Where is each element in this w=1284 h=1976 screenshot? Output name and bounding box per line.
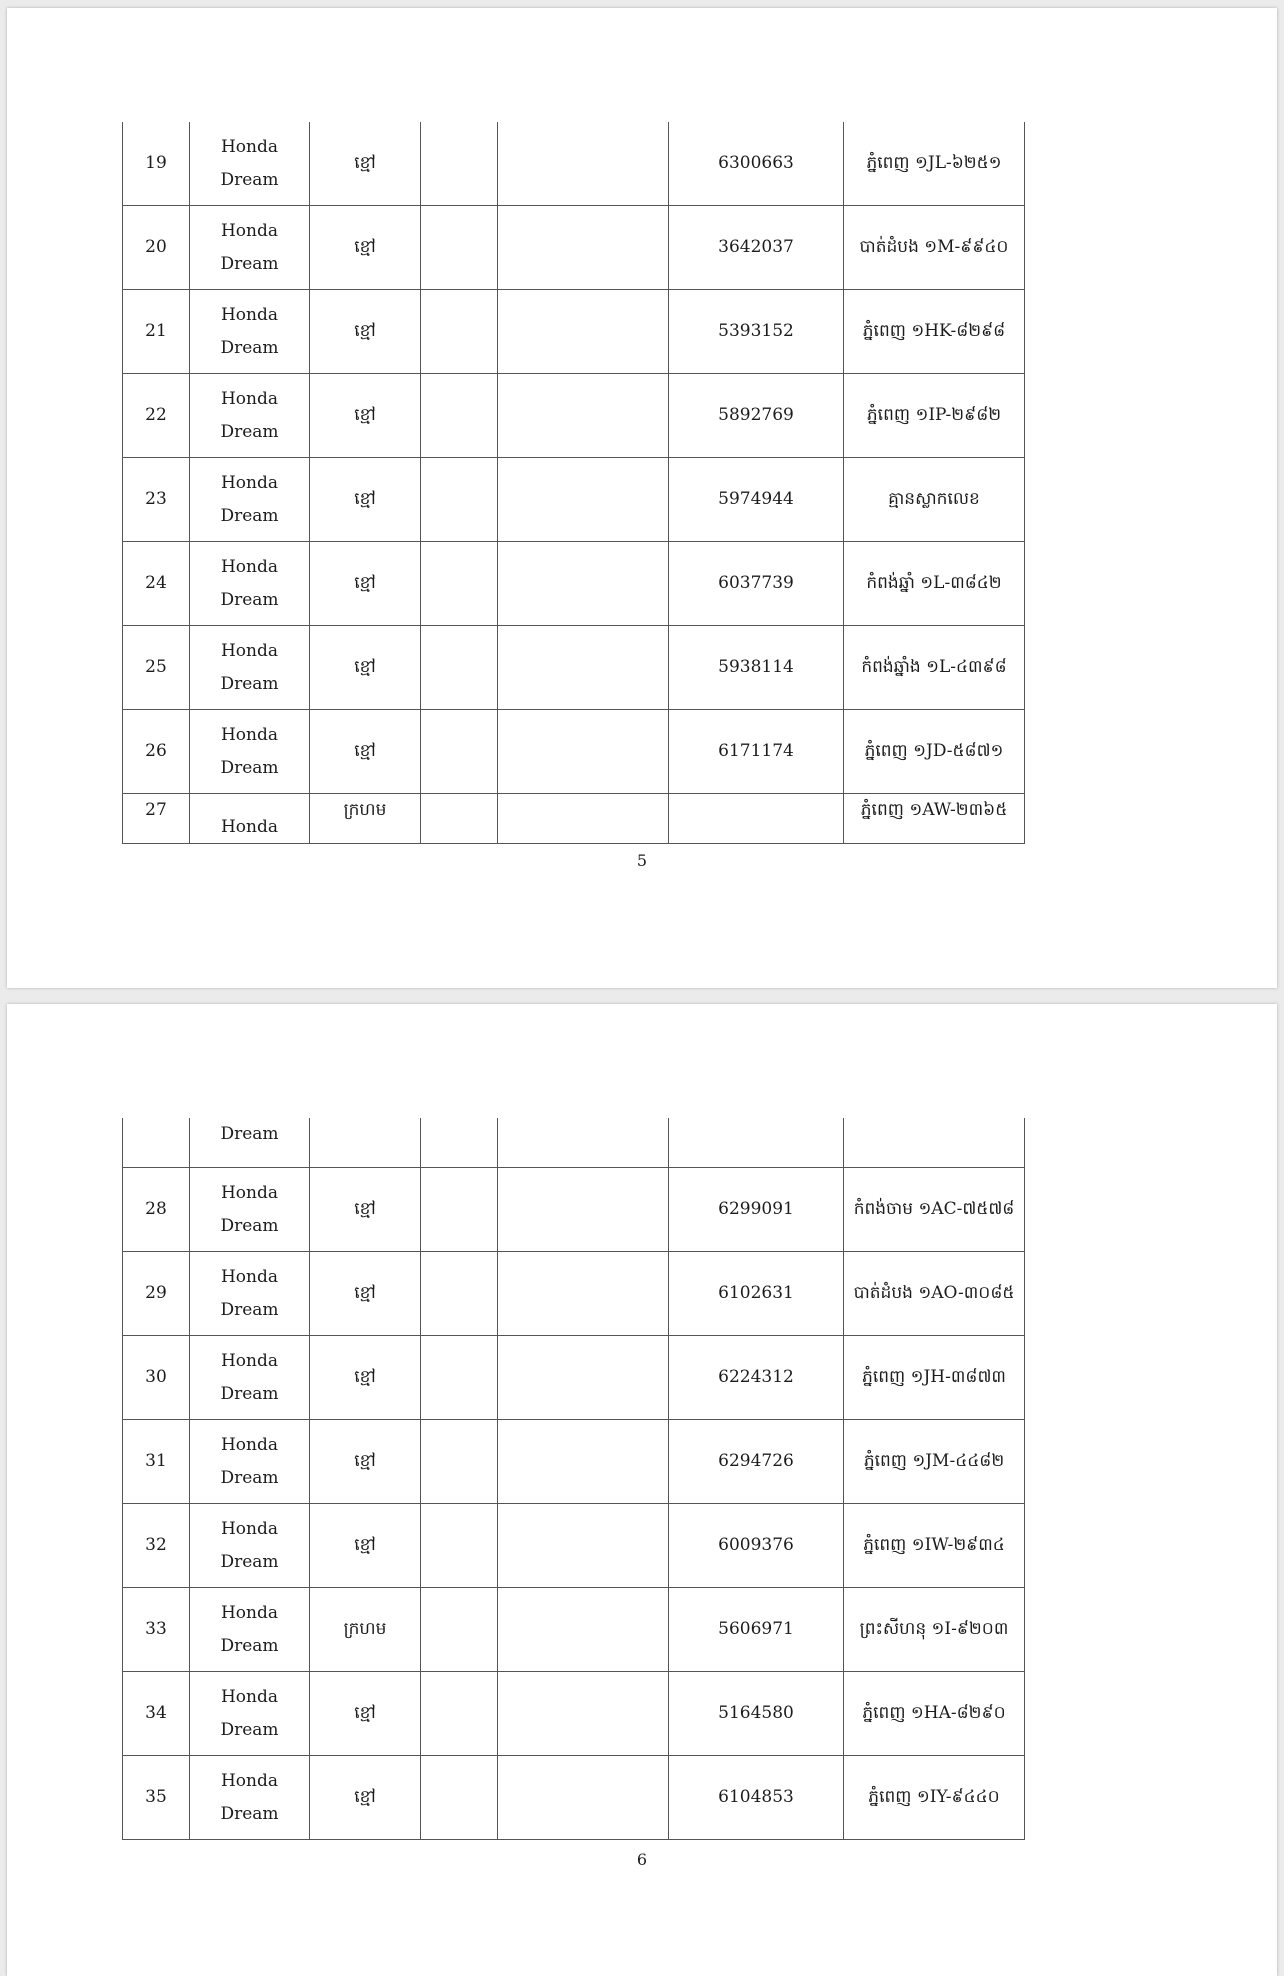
cell-empty-1 bbox=[421, 794, 498, 844]
cell-no: 26 bbox=[123, 710, 190, 794]
cell-no: 35 bbox=[123, 1756, 190, 1840]
cell-color: ខ្មៅ bbox=[310, 1672, 421, 1756]
cell-empty-1 bbox=[421, 1336, 498, 1420]
cell-empty-2 bbox=[498, 458, 669, 542]
cell-model: Dream bbox=[220, 673, 279, 694]
cell-color: ខ្មៅ bbox=[310, 290, 421, 374]
table-row bbox=[123, 1336, 1025, 1420]
table-row bbox=[123, 1252, 1025, 1336]
table-row bbox=[123, 374, 1025, 458]
cell-brand: Honda bbox=[220, 556, 279, 577]
cell-brand: Honda bbox=[220, 1182, 279, 1203]
cell-brand-model bbox=[190, 1672, 310, 1756]
cell-empty-2 bbox=[498, 206, 669, 290]
cell-plate: ភ្នំពេញ ១IW-២៩៣៤ bbox=[844, 1504, 1025, 1588]
cell-plate: ភ្នំពេញ ១JD-៥៨៧១ bbox=[844, 710, 1025, 794]
cell-empty-2 bbox=[498, 1672, 669, 1756]
cell-model: Dream bbox=[190, 1118, 310, 1168]
cell-no: 19 bbox=[123, 122, 190, 206]
cell-brand: Honda bbox=[220, 1686, 279, 1707]
document-page-6 bbox=[7, 1004, 1277, 1976]
cell-empty-2 bbox=[498, 794, 669, 844]
table-row bbox=[123, 1756, 1025, 1840]
cell-brand-model bbox=[190, 710, 310, 794]
cell-model: Dream bbox=[220, 253, 279, 274]
cell-no: 25 bbox=[123, 626, 190, 710]
cell-engine: 6300663 bbox=[669, 122, 844, 206]
cell-brand: Honda bbox=[220, 1266, 279, 1287]
cell-engine: 3642037 bbox=[669, 206, 844, 290]
cell-brand: Honda bbox=[220, 640, 279, 661]
cell-brand-model bbox=[190, 206, 310, 290]
cell-plate: កំពង់ឆ្នាំង ១L-៤៣៩៨ bbox=[844, 626, 1025, 710]
cell-empty-1 bbox=[421, 374, 498, 458]
cell-no: 23 bbox=[123, 458, 190, 542]
cell-empty-1 bbox=[421, 710, 498, 794]
table-row bbox=[123, 206, 1025, 290]
cell-engine: 6104853 bbox=[669, 1756, 844, 1840]
cell-color: ខ្មៅ bbox=[310, 206, 421, 290]
cell-engine: 6224312 bbox=[669, 1336, 844, 1420]
cell-brand: Honda bbox=[190, 794, 310, 844]
cell-empty-1 bbox=[421, 206, 498, 290]
table-body-continued bbox=[123, 1118, 1025, 1168]
cell-color bbox=[310, 1118, 421, 1168]
cell-brand-model bbox=[190, 626, 310, 710]
cell-color: ក្រហម bbox=[310, 794, 421, 844]
cell-no: 33 bbox=[123, 1588, 190, 1672]
cell-engine: 5606971 bbox=[669, 1588, 844, 1672]
cell-brand: Honda bbox=[220, 1770, 279, 1791]
cell-no: 21 bbox=[123, 290, 190, 374]
cell-color: ខ្មៅ bbox=[310, 1168, 421, 1252]
cell-empty-2 bbox=[498, 1420, 669, 1504]
cell-empty-1 bbox=[421, 1420, 498, 1504]
cell-empty-2 bbox=[498, 290, 669, 374]
cell-empty-1 bbox=[421, 1504, 498, 1588]
cell-brand: Honda bbox=[220, 1350, 279, 1371]
cell-color: ក្រហម bbox=[310, 1588, 421, 1672]
cell-color: ខ្មៅ bbox=[310, 122, 421, 206]
cell-brand-model bbox=[190, 1252, 310, 1336]
vehicle-table-page-5 bbox=[122, 122, 1025, 844]
cell-plate: កំពង់ឆ្នាំ ១L-៣៨៤២ bbox=[844, 542, 1025, 626]
cell-model: Dream bbox=[220, 1383, 279, 1404]
cell-no: 28 bbox=[123, 1168, 190, 1252]
cell-empty-1 bbox=[421, 122, 498, 206]
cell-engine: 5892769 bbox=[669, 374, 844, 458]
cell-plate: ព្រះសីហនុ ១I-៩២០៣ bbox=[844, 1588, 1025, 1672]
cell-plate: ភ្នំពេញ ១AW-២៣៦៥ bbox=[844, 794, 1025, 844]
cell-engine: 5164580 bbox=[669, 1672, 844, 1756]
cell-plate: ភ្នំពេញ ១JM-៤៤៨២ bbox=[844, 1420, 1025, 1504]
cell-model: Dream bbox=[220, 505, 279, 526]
cell-model: Dream bbox=[220, 1635, 279, 1656]
cell-brand: Honda bbox=[220, 136, 279, 157]
cell-model: Dream bbox=[220, 1551, 279, 1572]
cell-color: ខ្មៅ bbox=[310, 542, 421, 626]
cell-model: Dream bbox=[220, 1719, 279, 1740]
cell-color: ខ្មៅ bbox=[310, 374, 421, 458]
table-row-partial bbox=[123, 794, 1025, 844]
cell-color: ខ្មៅ bbox=[310, 710, 421, 794]
cell-plate: កំពង់ចាម ១AC-៧៥៧៨ bbox=[844, 1168, 1025, 1252]
table-body-partial bbox=[123, 794, 1025, 844]
cell-engine: 5938114 bbox=[669, 626, 844, 710]
cell-color: ខ្មៅ bbox=[310, 1756, 421, 1840]
cell-empty-2 bbox=[498, 1504, 669, 1588]
cell-brand: Honda bbox=[220, 1518, 279, 1539]
cell-engine bbox=[669, 794, 844, 844]
table-body bbox=[123, 122, 1025, 794]
cell-empty-2 bbox=[498, 710, 669, 794]
cell-engine: 6171174 bbox=[669, 710, 844, 794]
table-row bbox=[123, 1588, 1025, 1672]
cell-empty-2 bbox=[498, 374, 669, 458]
cell-brand: Honda bbox=[220, 724, 279, 745]
cell-engine: 6299091 bbox=[669, 1168, 844, 1252]
cell-empty-1 bbox=[421, 1672, 498, 1756]
table-row bbox=[123, 1420, 1025, 1504]
cell-plate bbox=[844, 1118, 1025, 1168]
cell-empty-1 bbox=[421, 1252, 498, 1336]
cell-no: 34 bbox=[123, 1672, 190, 1756]
cell-empty-1 bbox=[421, 1756, 498, 1840]
cell-model: Dream bbox=[220, 337, 279, 358]
cell-model: Dream bbox=[220, 1299, 279, 1320]
cell-brand: Honda bbox=[220, 388, 279, 409]
cell-brand-model bbox=[190, 122, 310, 206]
cell-brand-model bbox=[190, 542, 310, 626]
cell-engine: 5974944 bbox=[669, 458, 844, 542]
cell-model: Dream bbox=[220, 1467, 279, 1488]
cell-brand: Honda bbox=[220, 1602, 279, 1623]
cell-empty-1 bbox=[421, 542, 498, 626]
cell-no bbox=[123, 1118, 190, 1168]
cell-empty-2 bbox=[498, 542, 669, 626]
cell-model: Dream bbox=[220, 169, 279, 190]
cell-empty-1 bbox=[421, 1168, 498, 1252]
page-number: 5 bbox=[636, 851, 648, 870]
cell-model: Dream bbox=[220, 1803, 279, 1824]
cell-empty-2 bbox=[498, 1588, 669, 1672]
cell-empty-2 bbox=[498, 1756, 669, 1840]
cell-empty-2 bbox=[498, 122, 669, 206]
table-row bbox=[123, 542, 1025, 626]
cell-brand-model bbox=[190, 1756, 310, 1840]
cell-plate: ភ្នំពេញ ១IY-៩៤៤០ bbox=[844, 1756, 1025, 1840]
table-row bbox=[123, 1504, 1025, 1588]
cell-engine: 6294726 bbox=[669, 1420, 844, 1504]
cell-brand: Honda bbox=[220, 304, 279, 325]
cell-no: 32 bbox=[123, 1504, 190, 1588]
cell-brand-model bbox=[190, 1504, 310, 1588]
cell-plate: បាត់ដំបង ១M-៩៩៤០ bbox=[844, 206, 1025, 290]
cell-no: 30 bbox=[123, 1336, 190, 1420]
table-row-continued bbox=[123, 1118, 1025, 1168]
cell-no: 31 bbox=[123, 1420, 190, 1504]
cell-empty-2 bbox=[498, 1336, 669, 1420]
cell-no: 22 bbox=[123, 374, 190, 458]
cell-plate: គ្មានស្លាកលេខ bbox=[844, 458, 1025, 542]
cell-engine: 5393152 bbox=[669, 290, 844, 374]
cell-color: ខ្មៅ bbox=[310, 1504, 421, 1588]
cell-plate: បាត់ដំបង ១AO-៣០៨៥ bbox=[844, 1252, 1025, 1336]
cell-brand-model bbox=[190, 1168, 310, 1252]
cell-color: ខ្មៅ bbox=[310, 458, 421, 542]
cell-color: ខ្មៅ bbox=[310, 1420, 421, 1504]
cell-plate: ភ្នំពេញ ១JL-៦២៥១ bbox=[844, 122, 1025, 206]
cell-no: 29 bbox=[123, 1252, 190, 1336]
page-number: 6 bbox=[636, 1850, 648, 1869]
cell-color: ខ្មៅ bbox=[310, 626, 421, 710]
cell-engine: 6102631 bbox=[669, 1252, 844, 1336]
table-body bbox=[123, 1168, 1025, 1840]
cell-plate: ភ្នំពេញ ១HK-៨២៩៨ bbox=[844, 290, 1025, 374]
cell-brand: Honda bbox=[220, 1434, 279, 1455]
cell-empty-1 bbox=[421, 458, 498, 542]
cell-empty-2 bbox=[498, 1118, 669, 1168]
cell-brand-model bbox=[190, 290, 310, 374]
cell-empty-1 bbox=[421, 626, 498, 710]
cell-brand-model bbox=[190, 1588, 310, 1672]
cell-brand-model bbox=[190, 1420, 310, 1504]
table-row bbox=[123, 122, 1025, 206]
table-row bbox=[123, 710, 1025, 794]
table-row bbox=[123, 1672, 1025, 1756]
cell-model: Dream bbox=[220, 757, 279, 778]
cell-color: ខ្មៅ bbox=[310, 1252, 421, 1336]
cell-empty-1 bbox=[421, 290, 498, 374]
cell-plate: ភ្នំពេញ ១HA-៨២៩០ bbox=[844, 1672, 1025, 1756]
table-row bbox=[123, 626, 1025, 710]
table-row bbox=[123, 290, 1025, 374]
cell-model: Dream bbox=[220, 1215, 279, 1236]
cell-plate: ភ្នំពេញ ១IP-២៩៨២ bbox=[844, 374, 1025, 458]
cell-brand-model bbox=[190, 1336, 310, 1420]
cell-brand-model bbox=[190, 458, 310, 542]
cell-model: Dream bbox=[220, 421, 279, 442]
cell-brand-model bbox=[190, 374, 310, 458]
cell-plate: ភ្នំពេញ ១JH-៣៨៧៣ bbox=[844, 1336, 1025, 1420]
cell-brand: Honda bbox=[220, 472, 279, 493]
cell-no: 24 bbox=[123, 542, 190, 626]
vehicle-table-page-6 bbox=[122, 1118, 1025, 1840]
cell-empty-1 bbox=[421, 1118, 498, 1168]
cell-color: ខ្មៅ bbox=[310, 1336, 421, 1420]
cell-empty-2 bbox=[498, 626, 669, 710]
table-row bbox=[123, 458, 1025, 542]
cell-no: 27 bbox=[123, 794, 190, 844]
table-row bbox=[123, 1168, 1025, 1252]
cell-no: 20 bbox=[123, 206, 190, 290]
cell-brand: Honda bbox=[220, 220, 279, 241]
cell-engine bbox=[669, 1118, 844, 1168]
document-page-5 bbox=[7, 8, 1277, 988]
cell-model: Dream bbox=[220, 589, 279, 610]
cell-empty-1 bbox=[421, 1588, 498, 1672]
cell-empty-2 bbox=[498, 1252, 669, 1336]
cell-empty-2 bbox=[498, 1168, 669, 1252]
cell-engine: 6037739 bbox=[669, 542, 844, 626]
cell-engine: 6009376 bbox=[669, 1504, 844, 1588]
